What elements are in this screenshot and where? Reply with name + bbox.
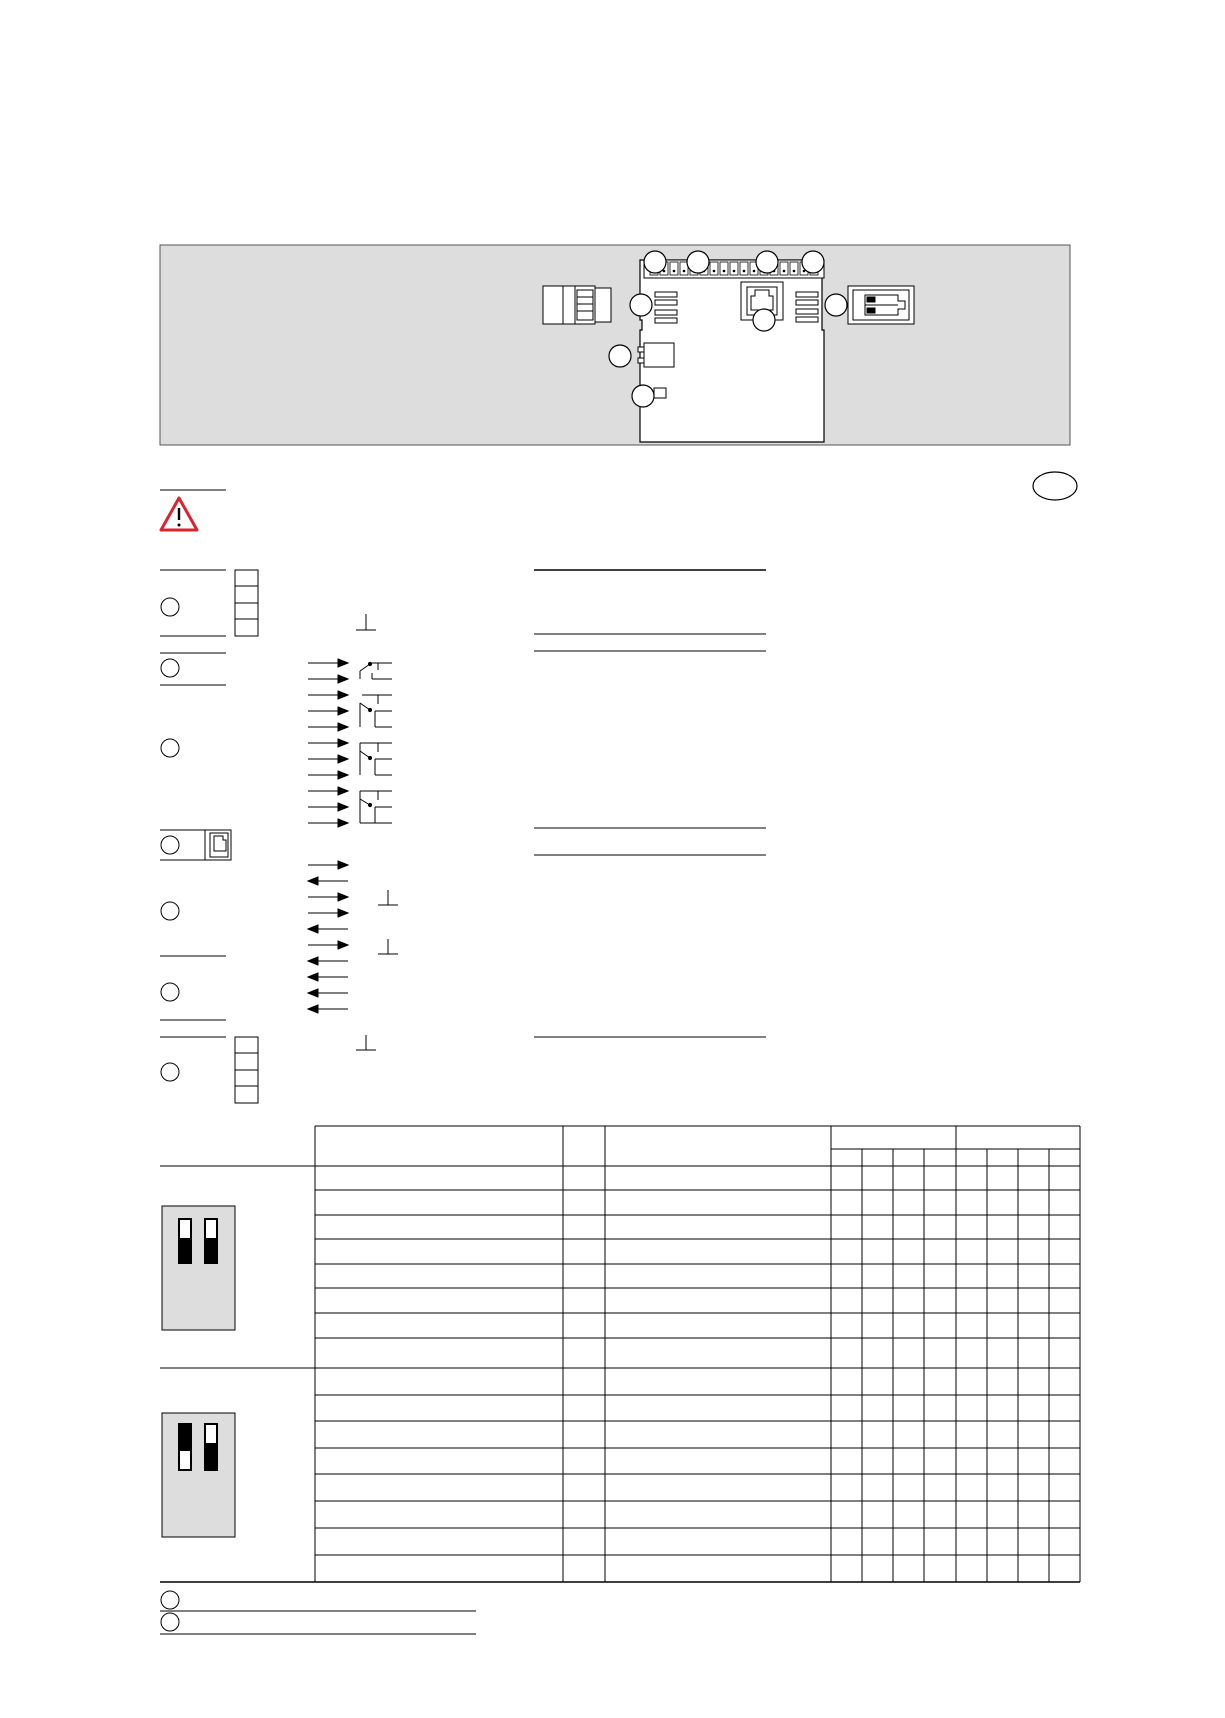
ground-symbol xyxy=(378,890,398,905)
dip-switch-illustration-b xyxy=(162,1413,235,1537)
callout-circle xyxy=(161,1613,179,1631)
bus-signal-arrows xyxy=(308,861,348,1013)
left-connector-block xyxy=(543,286,611,324)
relay-contact-4 xyxy=(360,791,392,823)
top-terminal-strip xyxy=(644,260,824,278)
callout-circle xyxy=(687,251,709,273)
callout-circle xyxy=(161,739,179,757)
callout-circle xyxy=(632,385,654,407)
ground-symbol xyxy=(378,939,398,954)
callout-circle xyxy=(753,309,775,331)
right-connector xyxy=(848,286,914,324)
callout-circle xyxy=(630,294,652,316)
callout-circle xyxy=(161,598,179,616)
board-panel-background xyxy=(160,245,1070,445)
dip-switch-table xyxy=(160,1126,1080,1582)
callout-circle xyxy=(161,659,179,677)
callout-circle xyxy=(802,251,824,273)
callout-circle xyxy=(161,836,179,854)
board-diagram xyxy=(160,245,1070,445)
led-indicator xyxy=(654,388,666,398)
callout-circle xyxy=(161,1063,179,1081)
relay-contact-1 xyxy=(360,662,392,679)
ground-symbol xyxy=(356,614,376,630)
rj-port-icon xyxy=(205,830,231,860)
callout-circle xyxy=(609,345,631,367)
callout-circle xyxy=(161,983,179,1001)
callout-circle xyxy=(825,294,847,316)
relay-input-arrows xyxy=(308,659,348,827)
callout-circle xyxy=(161,902,179,920)
relay-contact-3 xyxy=(360,743,392,775)
dip-switch-illustration-a xyxy=(162,1206,235,1330)
callout-circle xyxy=(161,1591,179,1609)
language-marker-oval xyxy=(1033,472,1077,500)
relay-contact-2 xyxy=(360,695,392,727)
terminal-sections xyxy=(160,570,766,1103)
callout-circle xyxy=(756,251,778,273)
footnotes xyxy=(160,1591,476,1634)
warning-icon xyxy=(161,498,197,530)
ground-symbol xyxy=(356,1035,376,1050)
callout-circle xyxy=(644,251,666,273)
